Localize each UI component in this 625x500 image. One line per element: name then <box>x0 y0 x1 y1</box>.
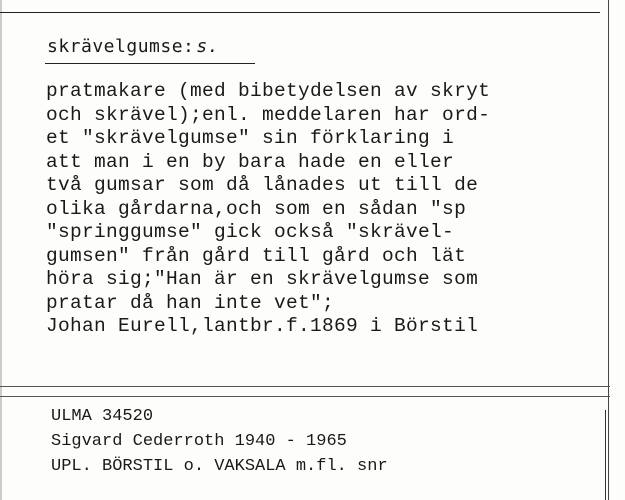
definition-line: två gumsar som då lånades ut till de <box>46 174 479 196</box>
informant-line: Johan Eurell,lantbr.f.1869 i Börstil <box>46 315 479 337</box>
definition-line: et "skrävelgumse" sin förklaring i <box>46 127 455 149</box>
definition-line: höra sig;"Han är en skrävelgumse som <box>46 268 479 290</box>
definition-line: att man i en by bara hade en eller <box>46 150 455 173</box>
definition-line: "springgumse" gick också "skrävel- <box>46 221 455 243</box>
collector: Sigvard Cederroth 1940 - 1965 <box>51 432 347 451</box>
headword-line <box>47 36 219 57</box>
card-footer <box>51 404 388 479</box>
headword: skrävelgumse: <box>47 36 195 57</box>
card-left-edge <box>0 0 2 500</box>
definition-line: pratar då han inte vet"; <box>46 291 335 314</box>
definition-line: och skrävel);enl. meddelaren har ord- <box>46 103 491 126</box>
definition-line: gumsen" från gård till gård och lät <box>46 244 467 267</box>
archive-id: ULMA 34520 <box>51 407 154 426</box>
definition-line: pratmakare (med bibetydelsen av skryt <box>46 80 491 102</box>
definition-line: olika gårdarna,och som en sådan "sp <box>46 197 467 220</box>
card-top-rule <box>0 12 600 13</box>
footer-divider-lower <box>0 396 610 397</box>
footer-divider-upper <box>0 386 610 387</box>
footer-right-rule <box>605 410 606 500</box>
definition-text <box>46 80 490 339</box>
location: UPL. BÖRSTIL o. VAKSALA m.fl. snr <box>51 457 388 476</box>
part-of-speech: s. <box>196 36 220 57</box>
card-right-rule <box>608 0 609 500</box>
headword-underline <box>45 63 255 64</box>
